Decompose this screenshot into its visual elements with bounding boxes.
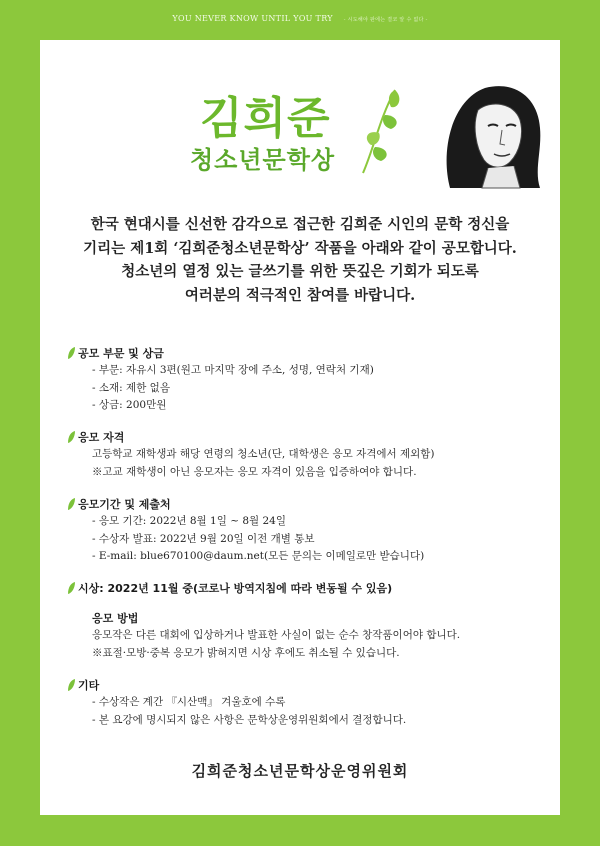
leaf-bullet-icon (67, 678, 76, 692)
tagline-subtext: - 시도해야 판에는 결코 알 수 없다 - (343, 17, 428, 23)
section-line: - E-mail: blue670100@daum.net(모든 문의는 이메일로만 받습니다) (92, 550, 425, 562)
section-line: - 본 요강에 명시되지 않은 사항은 문학상운영위원회에서 결정합니다. (92, 713, 407, 726)
section-title: 응모기간 및 제출처 (78, 498, 171, 511)
intro-line: 청소년의 열정 있는 글쓰기를 위한 뜻깊은 기회가 되도록 (121, 263, 479, 280)
section-title: 기타 (78, 679, 100, 692)
section-line: ※고교 재학생이 아닌 응모자는 응모 자격이 있음을 입증하여야 합니다. (92, 465, 417, 478)
section-ceremony (78, 580, 558, 597)
portrait-illustration (430, 70, 560, 190)
section-method (78, 610, 558, 662)
section-eligibility (78, 429, 558, 481)
intro-paragraph (40, 213, 560, 307)
organizer-name: 김희준청소년문학상운영위원회 (191, 762, 409, 780)
section-title: 시상: 2022년 11월 중(코로나 방역지침에 따라 변동될 수 있음) (78, 582, 393, 595)
intro-line: 여러분의 적극적인 참여를 바랍니다. (184, 286, 416, 304)
section-title: 공모 부문 및 상금 (78, 347, 164, 360)
logo-award: 청소년문학상 (190, 146, 336, 174)
section-title: 응모 자격 (78, 431, 125, 444)
section-line: ※표절·모방·중복 응모가 밝혀지면 시상 후에도 취소될 수 있습니다. (92, 646, 400, 659)
section-line: - 부문: 자유시 3편(원고 마지막 장에 주소, 성명, 연락처 기재) (92, 364, 374, 376)
tagline-text: YOU NEVER KNOW UNTIL YOU TRY (172, 14, 333, 23)
section-line: - 소재: 제한 없음 (92, 381, 170, 394)
section-etc (78, 677, 558, 729)
logo-name: 김희준 (200, 93, 331, 144)
section-title: 응모 방법 (92, 612, 139, 625)
section-line: - 수상자 발표: 2022년 9월 20일 이전 개별 통보 (92, 532, 315, 545)
sprout-icon (355, 85, 405, 175)
leaf-bullet-icon (67, 430, 76, 444)
section-category (78, 345, 558, 415)
section-line: 고등학교 재학생과 해당 연령의 청소년(단, 대학생은 응모 자격에서 제외함) (92, 448, 435, 460)
leaf-bullet-icon (67, 346, 76, 360)
leaf-bullet-icon (67, 581, 76, 595)
intro-line: 기리는 제1회 ‘김희준청소년문학상’ 작품을 아래와 같이 공모합니다. (83, 239, 517, 257)
section-line: - 응모 기간: 2022년 8월 1일 ~ 8월 24일 (92, 515, 286, 527)
leaf-bullet-icon (67, 497, 76, 511)
header-tagline (0, 0, 600, 40)
section-line: 응모작은 다른 대회에 입상하거나 발표한 사실이 없는 순수 창작품이어야 합니다. (92, 629, 461, 641)
section-period (78, 496, 558, 566)
section-line: - 수상작은 계간 『시산맥』 겨울호에 수록 (92, 696, 286, 708)
section-line: - 상금: 200만원 (92, 399, 167, 411)
intro-line: 한국 현대시를 신선한 감각으로 접근한 김희준 시인의 문학 정신을 (90, 216, 510, 233)
